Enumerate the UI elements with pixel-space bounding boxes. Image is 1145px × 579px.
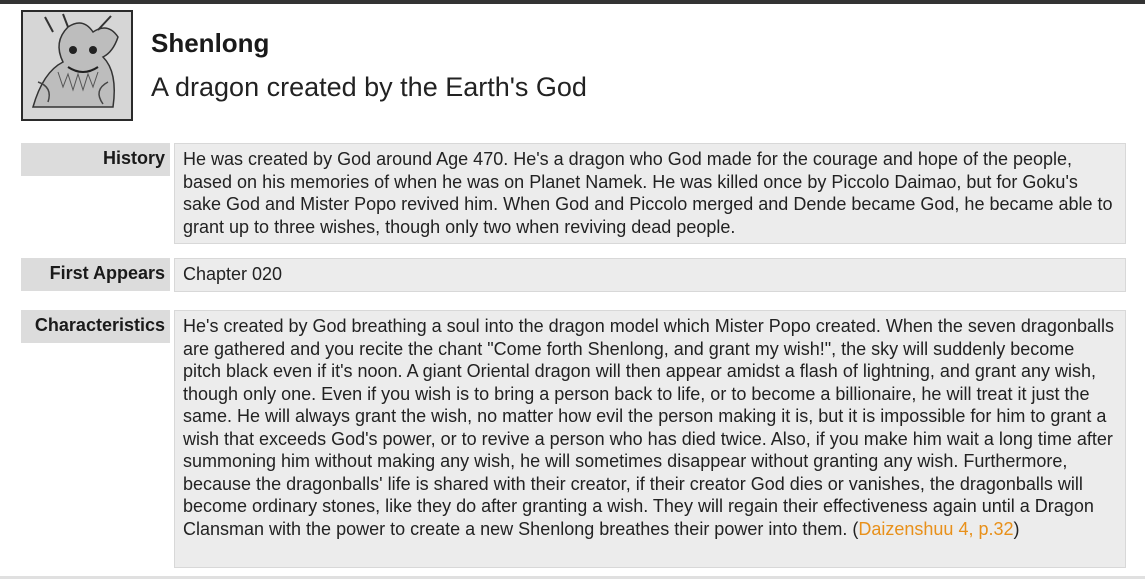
dragon-portrait-icon <box>21 10 133 121</box>
history-label: History <box>21 143 170 176</box>
first-appears-label: First Appears <box>21 258 170 291</box>
history-value: He was created by God around Age 470. He's a dragon who God made for the courage and hope of the people, based on his memories of when he was on Planet Namek. He was killed once by Piccolo Daimao, but for Goku's sake God and Mister Popo revived him. When God and Piccolo merged and Dende became God, he became able to grant up to three wishes, though only two when reviving dead people. <box>174 143 1126 244</box>
characteristics-text: He's created by God breathing a soul into the dragon model which Mister Popo created. When the seven dragonballs are gathered and you recite the chant "Come forth Shenlong, and grant my wish!", the sky will suddenly become pitch black even if it's noon. A giant Oriental dragon will then appear amidst a flash of lightning, and grant any wish, though only one. Even if you wish is to bring a person back to life, or to become a billionaire, he will treat it just the same. He will always grant the wish, no matter how evil the person making it is, but it is impossible for him to grant a wish that exceeds God's power, or to revive a person who has died twice. Also, if you make him wait a long time after summoning him without making any wish, he will sometimes disappear without granting any wish. Furthermore, because the dragonballs' life is shared with their creator, if their creator God dies or vanishes, the dragonballs will become ordinary stones, like they do after granting a wish. They will regain their effectiveness again until a Dragon Clansman with the power to create a new Shenlong breathes their power into them. <box>183 316 1114 539</box>
first-appears-row <box>21 258 1126 292</box>
citation-open: ( <box>847 518 859 539</box>
first-appears-value: Chapter 020 <box>174 258 1126 292</box>
history-row <box>21 143 1126 244</box>
citation-close: ) <box>1013 518 1020 539</box>
characteristics-value <box>174 310 1126 568</box>
characteristics-label: Characteristics <box>21 310 170 343</box>
character-subtitle: A dragon created by the Earth's God <box>151 72 587 102</box>
characteristics-row <box>21 310 1126 568</box>
character-header <box>21 10 1121 122</box>
citation-link[interactable]: Daizenshuu 4, p.32 <box>858 518 1014 539</box>
character-name: Shenlong <box>151 28 270 58</box>
top-border <box>0 0 1145 4</box>
